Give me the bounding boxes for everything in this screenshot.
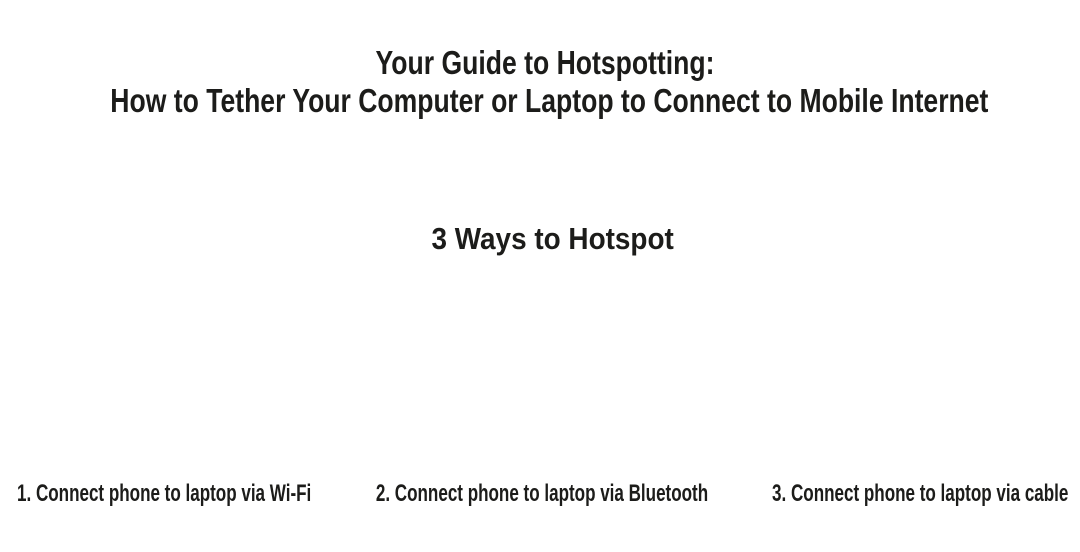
page-title [110,44,989,120]
method-caption-bluetooth-label: 2. Connect phone to laptop via Bluetooth [375,480,709,507]
section-heading-row [0,221,1080,257]
method-caption-cable [0,480,1080,508]
section-heading: 3 Ways to Hotspot [431,221,675,256]
page-title-line-2: How to Tether Your Computer or Laptop to Connect to Mobile Internet [110,82,989,119]
method-caption-wifi-label: 1. Connect phone to laptop via Wi-Fi [17,480,312,507]
page-title-line-1: Your Guide to Hotspotting: [375,44,715,81]
method-caption-cable-label: 3. Connect phone to laptop via cable [771,480,1068,507]
